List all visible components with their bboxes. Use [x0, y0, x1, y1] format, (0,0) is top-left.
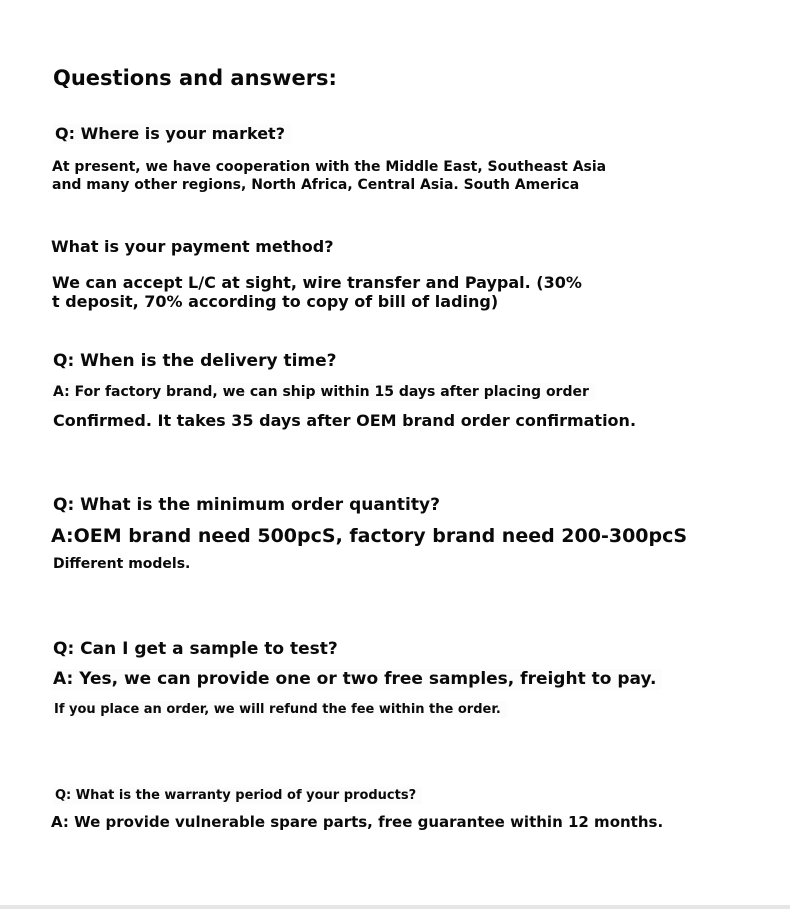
faq-answer-sample-line1: A: Yes, we can provide one or two free samples, freight to pay.	[51, 669, 662, 690]
page-title: Questions and answers:	[53, 66, 337, 90]
faq-question-market: Q: Where is your market?	[53, 124, 291, 144]
faq-answer-moq-line2: Different models.	[53, 556, 191, 572]
faq-question-delivery: Q: When is the delivery time?	[53, 351, 337, 371]
faq-answer-payment-line2: t deposit, 70% according to copy of bill of lading)	[52, 292, 499, 311]
faq-answer-sample-line2: If you place an order, we will refund the fee within the order.	[52, 701, 507, 718]
faq-answer-moq-line1: A:OEM brand need 500pcS, factory brand need 200-300pcS	[51, 525, 688, 547]
faq-answer-market-line1: At present, we have cooperation with the Middle East, Southeast Asia	[52, 159, 607, 175]
faq-question-sample: Q: Can I get a sample to test?	[53, 639, 338, 659]
faq-answer-payment-line1: We can accept L/C at sight, wire transfer and Paypal. (30%	[52, 273, 582, 292]
faq-question-moq: Q: What is the minimum order quantity?	[53, 495, 440, 515]
faq-question-warranty: Q: What is the warranty period of your products?	[53, 787, 422, 804]
faq-answer-delivery-line2: Confirmed. It takes 35 days after OEM brand order confirmation.	[53, 411, 637, 430]
faq-answer-warranty-line1: A: We provide vulnerable spare parts, free guarantee within 12 months.	[51, 813, 664, 831]
faq-answer-market-line2: and many other regions, North Africa, Central Asia. South America	[52, 177, 580, 193]
faq-answer-delivery-line1: A: For factory brand, we can ship within 15 days after placing order	[51, 383, 595, 401]
faq-question-payment: What is your payment method?	[51, 237, 334, 256]
bottom-divider	[0, 905, 790, 909]
